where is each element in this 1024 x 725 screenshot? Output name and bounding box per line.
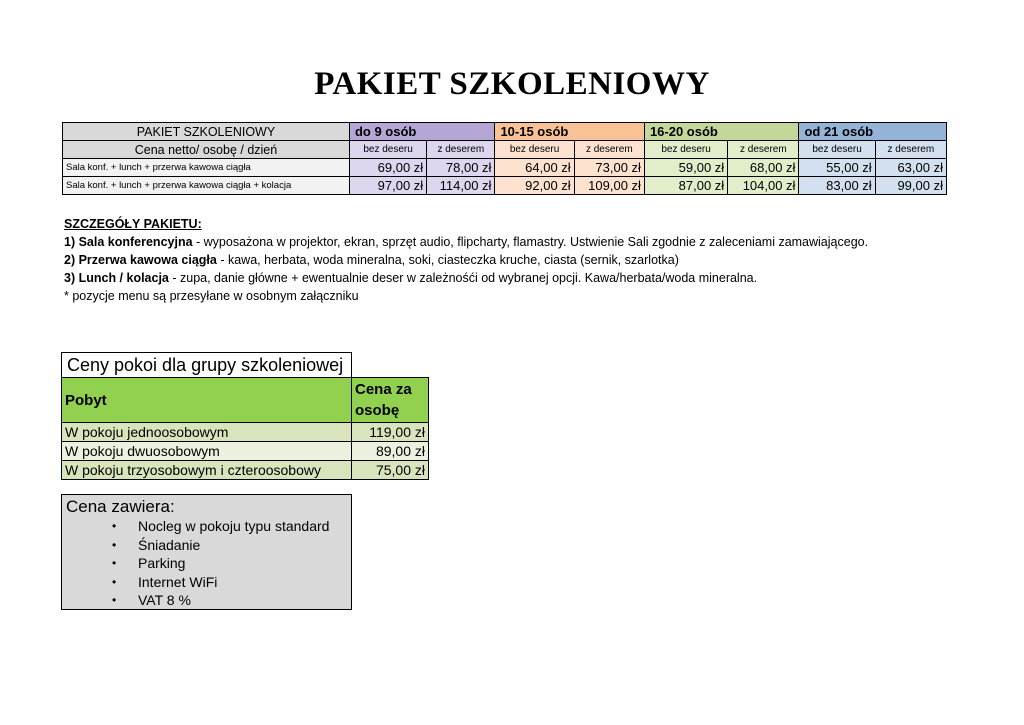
rooms-header-row <box>62 378 429 423</box>
details-item-text: - kawa, herbata, woda mineralna, soki, ciasteczka kruche, ciasta (sernik, szarlotka) <box>216 253 679 267</box>
details-item-title: 1) Sala konferencyjna <box>64 235 193 249</box>
rooms-title-row <box>62 353 429 378</box>
price-cell: 73,00 zł <box>574 159 644 177</box>
list-item <box>62 591 351 610</box>
sub-header-z: z deserem <box>875 141 946 159</box>
details-item-title: 2) Przerwa kawowa ciągła <box>64 253 217 267</box>
list-item <box>62 517 351 536</box>
row-label: Sala konf. + lunch + przerwa kawowa ciągła + kolacja <box>63 177 350 195</box>
table-row <box>63 159 947 177</box>
price-cell: 97,00 zł <box>349 177 426 195</box>
sub-header-bez: bez deseru <box>799 141 875 159</box>
list-item-text: VAT 8 % <box>138 592 191 608</box>
table-row <box>62 461 429 480</box>
room-price: 119,00 zł <box>352 423 429 442</box>
room-type: W pokoju trzyosobowym i czteroosobowy <box>62 461 352 480</box>
list-item-text: Parking <box>138 555 186 571</box>
price-cell: 104,00 zł <box>728 177 799 195</box>
details-item <box>64 269 868 287</box>
price-cell: 68,00 zł <box>728 159 799 177</box>
price-cell: 92,00 zł <box>495 177 574 195</box>
package-price-table <box>62 122 947 195</box>
price-cell: 64,00 zł <box>495 159 574 177</box>
bullet-icon: • <box>112 593 117 607</box>
table-row <box>63 177 947 195</box>
price-cell: 63,00 zł <box>875 159 946 177</box>
room-prices-table <box>61 352 429 480</box>
list-item-text: Internet WiFi <box>138 573 218 590</box>
group-header-1: do 9 osób <box>349 123 494 141</box>
list-item <box>62 554 351 573</box>
sub-header-z: z deserem <box>574 141 644 159</box>
stay-column-header: Pobyt <box>62 378 352 423</box>
details-heading: SZCZEGÓŁY PAKIETU: <box>64 217 202 231</box>
details-item-title: 3) Lunch / kolacja <box>64 271 169 285</box>
bullet-icon: • <box>112 574 117 589</box>
page-title: PAKIET SZKOLENIOWY <box>314 66 710 102</box>
sub-header-row <box>63 141 947 159</box>
includes-title: Cena zawiera: <box>66 497 175 516</box>
empty-cell <box>352 353 429 378</box>
package-header-title: PAKIET SZKOLENIOWY <box>63 123 350 141</box>
group-header-3: 16-20 osób <box>644 123 799 141</box>
details-item <box>64 251 868 269</box>
table-row <box>62 423 429 442</box>
price-cell: 109,00 zł <box>574 177 644 195</box>
room-type: W pokoju dwuosobowym <box>62 442 352 461</box>
sub-header-bez: bez deseru <box>349 141 426 159</box>
room-price: 75,00 zł <box>352 461 429 480</box>
details-item-text: - wyposażona w projektor, ekran, sprzęt audio, flipcharty, flamastry. Ustwienie Sali zgodnie z zaleceniami zamawiającego. <box>192 235 869 249</box>
package-details <box>64 215 868 305</box>
price-includes-box <box>61 494 352 610</box>
details-item-text: - zupa, danie główne + ewentualnie deser w zależnośći od wybranej opcji. Kawa/herbata/woda mineralna. <box>168 271 758 285</box>
price-cell: 69,00 zł <box>349 159 426 177</box>
table-row <box>62 442 429 461</box>
row-label: Sala konf. + lunch + przerwa kawowa ciągła <box>63 159 350 177</box>
list-item-text: Nocleg w pokoju typu standard <box>138 518 330 534</box>
sub-header-bez: bez deseru <box>495 141 574 159</box>
room-price: 89,00 zł <box>352 442 429 461</box>
price-column-header: Cena za osobę <box>352 378 429 423</box>
price-cell: 114,00 zł <box>427 177 495 195</box>
sub-header-z: z deserem <box>728 141 799 159</box>
price-cell: 59,00 zł <box>644 159 727 177</box>
price-cell: 83,00 zł <box>799 177 875 195</box>
bullet-icon: • <box>112 519 117 533</box>
price-cell: 55,00 zł <box>799 159 875 177</box>
details-item <box>64 233 868 251</box>
bullet-icon: • <box>112 537 117 552</box>
rooms-title: Ceny pokoi dla grupy szkoleniowej <box>62 353 352 378</box>
group-header-2: 10-15 osób <box>495 123 645 141</box>
details-note: * pozycje menu są przesyłane w osobnym załączniku <box>64 289 359 303</box>
list-item <box>62 536 351 555</box>
list-item-text: Śniadanie <box>138 536 201 553</box>
price-cell: 87,00 zł <box>644 177 727 195</box>
list-item <box>62 573 351 592</box>
price-unit-header: Cena netto/ osobę / dzień <box>63 141 350 159</box>
includes-list <box>62 517 351 610</box>
group-header-row <box>63 123 947 141</box>
sub-header-bez: bez deseru <box>644 141 727 159</box>
price-cell: 78,00 zł <box>427 159 495 177</box>
bullet-icon: • <box>112 556 117 570</box>
room-type: W pokoju jednoosobowym <box>62 423 352 442</box>
sub-header-z: z deserem <box>427 141 495 159</box>
group-header-4: od 21 osób <box>799 123 947 141</box>
price-cell: 99,00 zł <box>875 177 946 195</box>
